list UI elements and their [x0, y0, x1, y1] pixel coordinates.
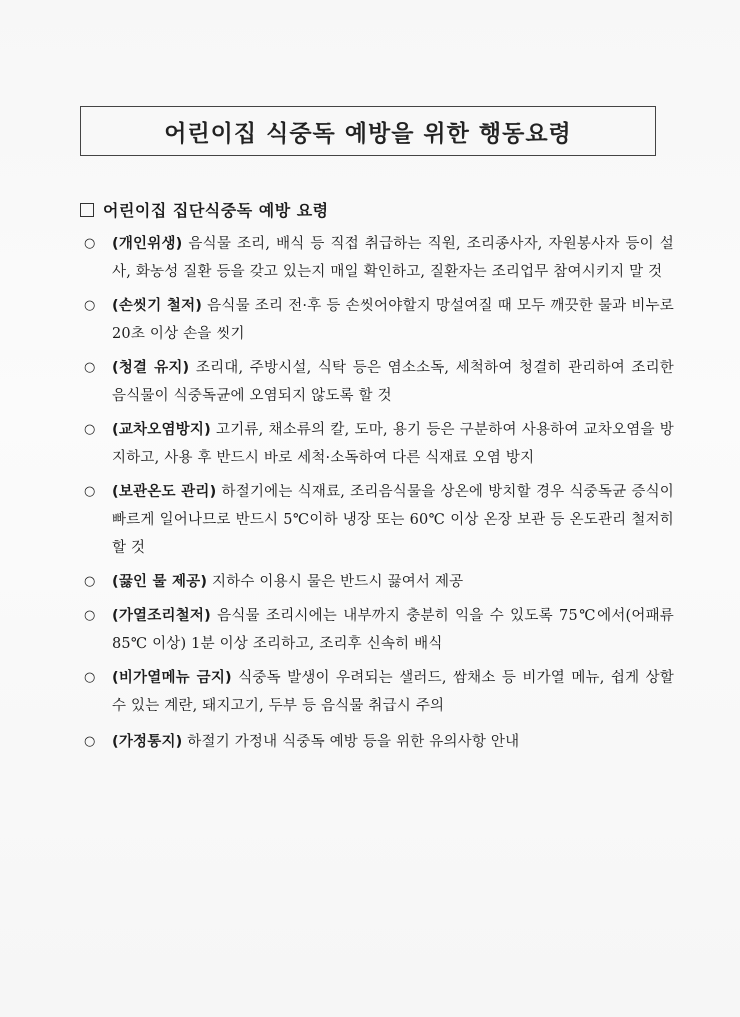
bullet-icon: ○ — [84, 670, 96, 685]
bullet-icon: ○ — [84, 360, 96, 375]
item-text: 식중독 발생이 우려되는 샐러드, 쌈채소 등 비가열 메뉴, 쉽게 상할 수 있는 계란, 돼지고기, 두부 등 음식물 취급시 주의 — [112, 670, 675, 714]
bullet-icon: ○ — [84, 298, 96, 313]
list-item — [84, 664, 674, 720]
item-text: 조리대, 주방시설, 식탁 등은 염소소독, 세척하여 청결히 관리하여 조리한 음식물이 식중독균에 오염되지 않도록 할 것 — [112, 360, 674, 404]
list-item — [84, 230, 674, 286]
item-title: (개인위생) — [112, 236, 183, 252]
section-heading-text: 어린이집 집단식중독 예방 요령 — [103, 201, 329, 220]
list-item — [84, 728, 674, 756]
item-title: (가정통지) — [112, 734, 183, 750]
item-text: 음식물 조리 전·후 등 손씻어야할지 망설여질 때 모두 깨끗한 물과 비누로 20초 이상 손을 씻기 — [112, 298, 675, 342]
item-title: (청결 유지) — [112, 360, 190, 376]
list-item — [84, 292, 674, 348]
item-title: (교차오염방지) — [112, 422, 211, 438]
item-title: (손씻기 철저) — [112, 298, 203, 314]
checkbox-icon — [80, 203, 94, 217]
bullet-icon: ○ — [84, 734, 96, 749]
item-text: 고기류, 채소류의 칼, 도마, 용기 등은 구분하여 사용하여 교차오염을 방지하고, 사용 후 반드시 바로 세척·소독하여 다른 식재료 오염 방지 — [112, 422, 674, 466]
document-title: 어린이집 식중독 예방을 위한 행동요령 — [80, 106, 656, 156]
bullet-icon: ○ — [84, 422, 96, 437]
guideline-list — [84, 230, 674, 762]
list-item — [84, 568, 674, 596]
bullet-icon: ○ — [84, 574, 96, 589]
item-title: (끓인 물 제공) — [112, 574, 208, 590]
item-text: 음식물 조리, 배식 등 직접 취급하는 직원, 조리종사자, 자원봉사자 등이 설사, 화농성 질환 등을 갖고 있는지 매일 확인하고, 질환자는 조리업무 참여시키지 말 것 — [112, 236, 674, 280]
list-item — [84, 602, 674, 658]
item-text: 하절기 가정내 식중독 예방 등을 위한 유의사항 안내 — [187, 734, 520, 750]
list-item — [84, 478, 674, 562]
item-title: (보관온도 관리) — [112, 484, 217, 500]
item-text: 음식물 조리시에는 내부까지 충분히 익을 수 있도록 75℃에서(어패류 85℃ 이상) 1분 이상 조리하고, 조리후 신속히 배식 — [112, 608, 675, 652]
item-title: (비가열메뉴 금지) — [112, 670, 232, 686]
bullet-icon: ○ — [84, 484, 96, 499]
list-item — [84, 354, 674, 410]
section-heading — [80, 198, 329, 221]
item-text: 하절기에는 식재료, 조리음식물을 상온에 방치할 경우 식중독균 증식이 빠르게 일어나므로 반드시 5℃이하 냉장 또는 60℃ 이상 온장 보관 등 온도관리 철저히 할 것 — [112, 484, 674, 556]
item-title: (가열조리철저) — [112, 608, 211, 624]
bullet-icon: ○ — [84, 236, 96, 251]
item-text: 지하수 이용시 물은 반드시 끓여서 제공 — [212, 574, 464, 590]
bullet-icon: ○ — [84, 608, 96, 623]
list-item — [84, 416, 674, 472]
